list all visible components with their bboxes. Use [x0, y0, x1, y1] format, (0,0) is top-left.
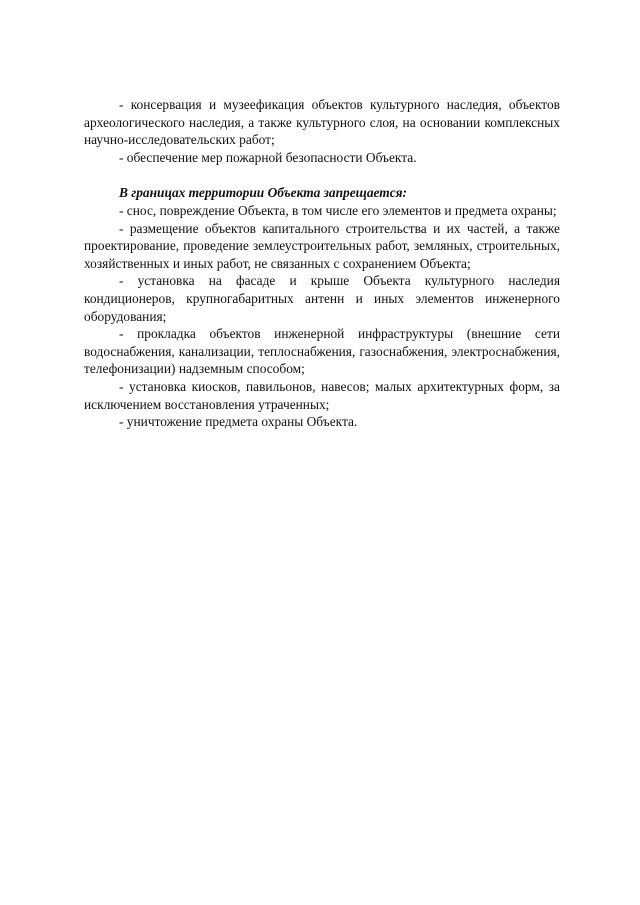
- paragraph-fire-safety: - обеспечение мер пожарной безопасности Объекта.: [119, 149, 417, 165]
- paragraph-construction: - размещение объектов капитального строительства и их частей, а также проектирование, проведение землеустроительных работ, земляных, строительных, хозяйственных и иных работ, не связанных с сохранением Объекта;: [84, 220, 560, 271]
- paragraph-demolition: - снос, повреждение Объекта, в том числе его элементов и предмета охраны;: [119, 202, 557, 218]
- paragraph-kiosks: - установка киосков, павильонов, навесов; малых архитектурных форм, за исключением восстановления утраченных;: [84, 378, 560, 412]
- paragraph-destruction: - уничтожение предмета охраны Объекта.: [119, 414, 358, 430]
- paragraph-facade-equipment: - установка на фасаде и крыше Объекта культурного наследия кондиционеров, крупногабаритных антенн и иных элементов инженерного оборудования;: [84, 273, 560, 324]
- paragraph-utilities: - прокладка объектов инженерной инфраструктуры (внешние сети водоснабжения, канализации, теплоснабжения, газоснабжения, электроснабжения, телефонизации) надземным способом;: [84, 326, 560, 377]
- section-heading: [84, 184, 560, 202]
- paragraph-conservation: - консервация и музеефикация объектов культурного наследия, объектов археологического наследия, а также культурного слоя, на основании комплексных научно-исследовательских работ;: [84, 97, 560, 148]
- section-heading-text: В границах территории Объекта запрещается:: [119, 185, 407, 201]
- document-body: [84, 96, 560, 431]
